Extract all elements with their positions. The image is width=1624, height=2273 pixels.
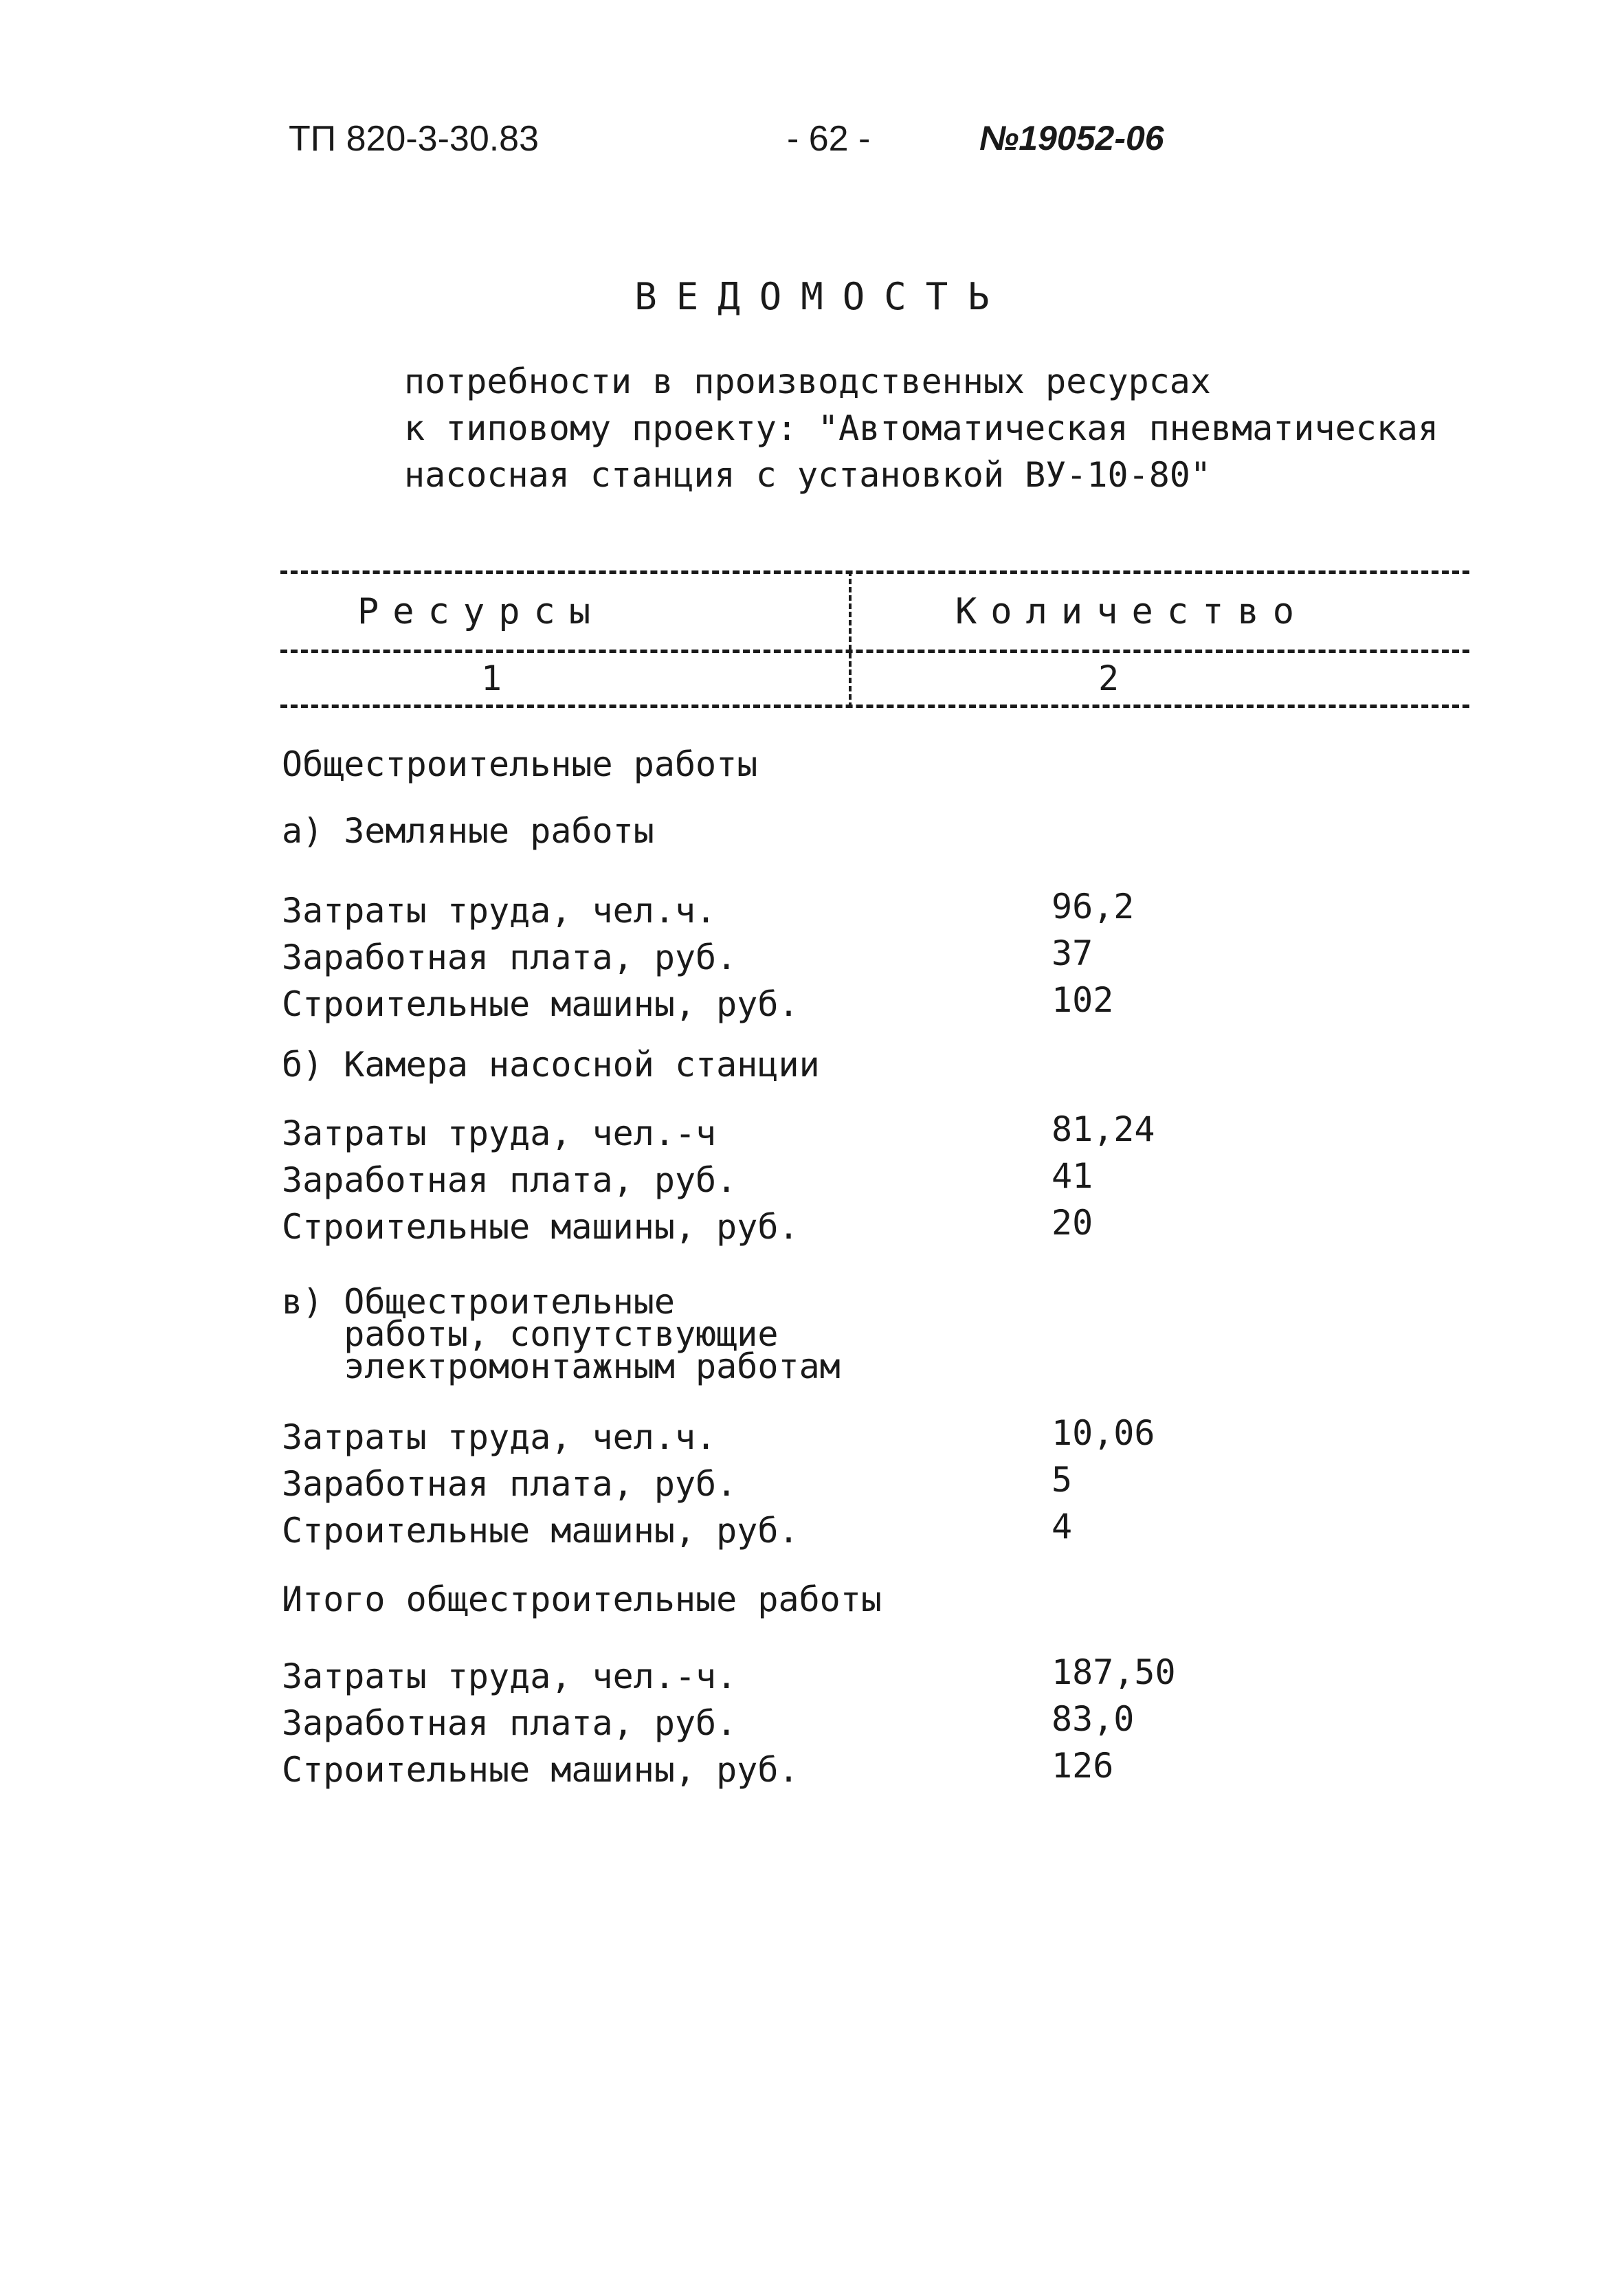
row-label: Строительные машины, руб.: [282, 1511, 799, 1551]
row-value: 10,06: [1052, 1413, 1155, 1453]
column-number-2: 2: [1098, 658, 1120, 698]
page-title: ВЕДОМОСТЬ: [634, 275, 1009, 318]
document-code: ТП 820-3-30.83: [289, 119, 540, 159]
row-label: Затраты труда, чел.-ч.: [282, 1656, 737, 1696]
row-label: Строительные машины, руб.: [282, 984, 799, 1024]
column-header-quantity: Количество: [955, 591, 1309, 632]
totals-heading: Итого общестроительные работы: [282, 1579, 882, 1619]
row-value: 96,2: [1052, 887, 1135, 927]
row-value: 20: [1052, 1203, 1093, 1243]
column-number-1: 1: [481, 658, 502, 698]
row-label: Заработная плата, руб.: [282, 1464, 737, 1504]
group-heading: а) Земляные работы: [282, 811, 654, 851]
row-label: Строительные машины, руб.: [282, 1207, 799, 1247]
page-number: - 62 -: [787, 119, 871, 159]
row-value: 126: [1052, 1746, 1114, 1786]
table-bottom-rule: [280, 705, 1469, 708]
group-heading-line: электромонтажным работам: [282, 1346, 841, 1386]
row-label: Заработная плата, руб.: [282, 938, 737, 977]
row-label: Затраты труда, чел.-ч: [282, 1113, 717, 1153]
row-label: Затраты труда, чел.ч.: [282, 1417, 717, 1457]
table-middle-rule: [280, 650, 1469, 653]
row-value: 83,0: [1052, 1699, 1135, 1739]
row-value: 187,50: [1052, 1652, 1176, 1692]
handwritten-number: №19052-06: [979, 119, 1164, 157]
row-value: 37: [1052, 933, 1093, 973]
subtitle-line-2: к типовому проекту: "Автоматическая пневматическая: [404, 408, 1439, 448]
row-label: Строительные машины, руб.: [282, 1750, 799, 1790]
group-heading-line: работы, сопутствующие: [282, 1314, 779, 1354]
row-value: 4: [1052, 1507, 1073, 1546]
table-column-divider: [849, 570, 852, 708]
subtitle-line-1: потребности в производственных ресурсах: [404, 362, 1211, 401]
row-label: Затраты труда, чел.ч.: [282, 891, 717, 931]
row-label: Заработная плата, руб.: [282, 1703, 737, 1743]
group-heading-line: в) Общестроительные: [282, 1282, 675, 1322]
row-value: 41: [1052, 1156, 1093, 1196]
table-top-rule: [280, 570, 1469, 574]
column-header-resources: Ресурсы: [357, 591, 605, 632]
group-heading: б) Камера насосной станции: [282, 1045, 820, 1085]
section-heading: Общестроительные работы: [282, 744, 758, 784]
row-value: 5: [1052, 1460, 1073, 1500]
row-label: Заработная плата, руб.: [282, 1160, 737, 1200]
subtitle-line-3: насосная станция с установкой ВУ-10-80": [404, 455, 1211, 495]
row-value: 81,24: [1052, 1109, 1155, 1149]
row-value: 102: [1052, 980, 1114, 1020]
